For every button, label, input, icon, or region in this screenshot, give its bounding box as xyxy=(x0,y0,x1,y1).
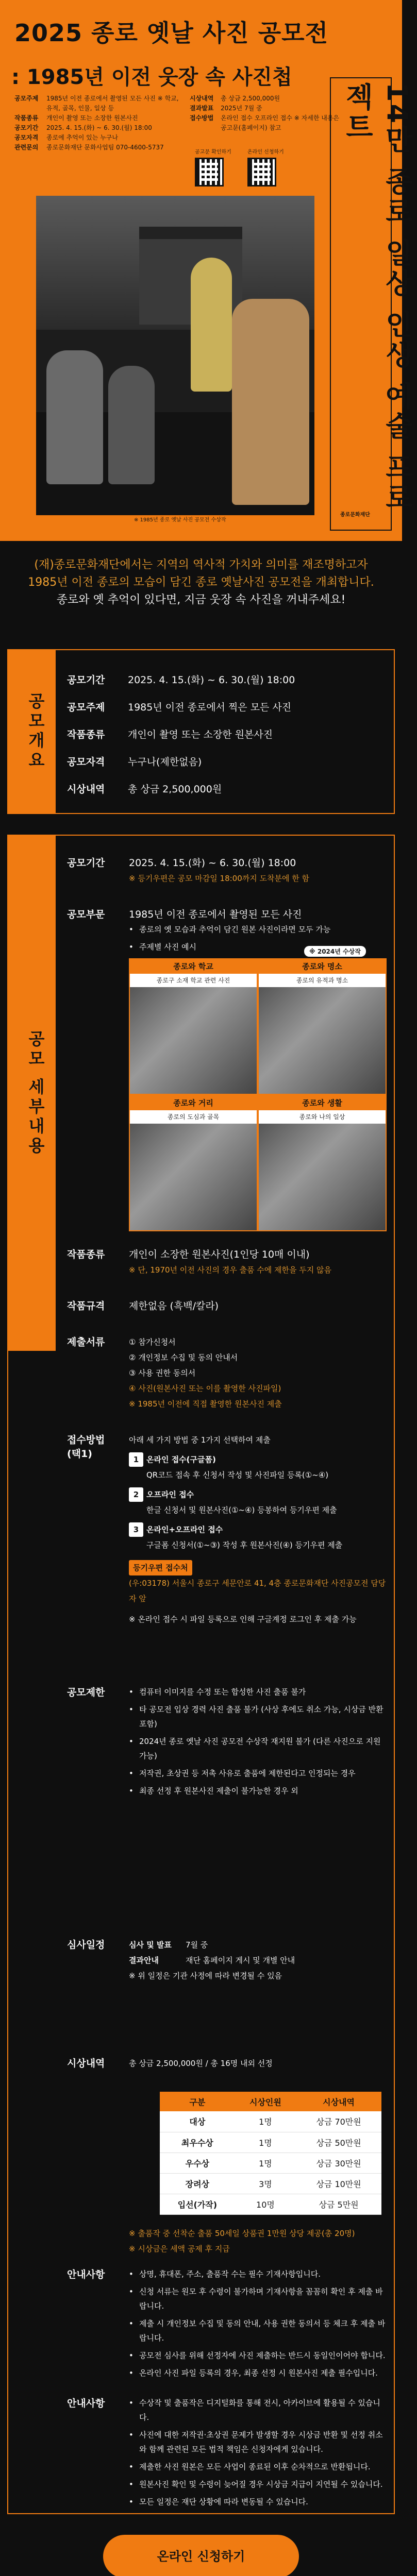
intro-text xyxy=(0,556,402,609)
hero-info-value: 총 상금 2,500,000원 xyxy=(221,95,280,102)
list-item: • 사진에 대한 저작권·초상권 문제가 발생할 경우 시상금 반환 및 선정 취소와 함께 관련된 모든 법적 책임은 신청자에게 있습니다. xyxy=(129,2428,387,2456)
hero-photo-collage xyxy=(36,196,314,515)
list-item: • 2024년 종로 옛날 사진 공모전 수상작 재지원 불가 (다른 사진으로 지원 가능) xyxy=(129,1734,387,1763)
list-item: • 수상작 및 출품작은 디지털화를 통해 전시, 아카이브에 활용될 수 있습니다. xyxy=(129,2396,387,2425)
example-cell: 종로와 학교 종로구 소재 학교 관련 사진 xyxy=(129,958,258,1095)
hero-info-value: 2025년 7월 중 xyxy=(221,105,262,112)
list-item: • 최종 선정 후 원본사진 제출이 불가능한 경우 외 xyxy=(129,1784,387,1798)
table-header: 시상내역 xyxy=(296,2092,381,2111)
list-item: • 주제별 사진 예시 xyxy=(129,940,387,954)
hero-title: 2025 종로 옛날 사진 공모전 xyxy=(14,19,329,47)
table-row: 대상 1명 상금 70만원 xyxy=(160,2111,381,2132)
list-item: ④ 사진(원본사진 또는 이를 촬영한 사진파일) xyxy=(129,1384,281,1393)
hero-info-key: 접수방법 xyxy=(190,114,214,122)
hero-info-value: 종로문화재단 문화사업팀 070-4600-5737 xyxy=(46,144,164,151)
table-header: 시상인원 xyxy=(235,2092,296,2111)
qr-apply-label: 온라인 신청하기 xyxy=(247,149,284,155)
overview-row: 공모자격 누구나(제한없음) xyxy=(67,756,202,768)
list-item: • 온라인 사진 파일 등록의 경우, 최종 선정 시 원본사진 제출 필수입니다. xyxy=(129,2366,387,2380)
overview-row: 공모주제 1985년 이전 종로에서 찍은 모든 사진 xyxy=(67,702,292,713)
example-photo-image xyxy=(130,987,257,1094)
intro-line: (재)종로문화재단에서는 지역의 역사적 가치와 의미를 재조명하고자 xyxy=(34,558,368,571)
hero-info-key: 관련문의 xyxy=(14,144,39,151)
list-item: ① 참가신청서 xyxy=(129,1337,176,1347)
hero-info-value: 개인이 촬영 또는 소장한 원본사진 xyxy=(46,114,138,122)
child-figure-image xyxy=(46,350,103,484)
table-row: 입선(가작) 10명 상금 5만원 xyxy=(160,2194,381,2214)
overview-row: 공모기간 2025. 4. 15.(화) ~ 6. 30.(월) 18:00 xyxy=(67,674,295,686)
hero-info-left xyxy=(14,94,185,152)
example-cell: 종로와 거리 종로의 도심과 골목 xyxy=(129,1095,258,1231)
vertical-slogan: 14만 종로 일상 인생 예술 프로젝트 xyxy=(341,82,413,513)
hero-poster xyxy=(0,0,413,541)
woman-figure-image xyxy=(232,299,309,505)
list-item: • 종로의 옛 모습과 추억이 담긴 원본 사진이라면 모두 가능 xyxy=(129,922,387,937)
list-item: • 공모전 심사를 위해 선정자에 사진 제출하는 반드시 동일인이어야 합니다. xyxy=(129,2348,387,2363)
overview-label: 공모개요 xyxy=(8,650,56,813)
list-item: • 제출 시 개인정보 수집 및 동의 안내, 사용 권한 동의서 등 체크 후 제출 바랍니다. xyxy=(129,2316,387,2345)
overview-row: 작품종류 개인이 촬영 또는 소장한 원본사진 xyxy=(67,729,273,740)
list-item: • 모든 일정은 재단 상황에 따라 변동될 수 있습니다. xyxy=(129,2495,387,2509)
details-label: 공모 세부내용 xyxy=(8,836,56,1351)
apply-online-button[interactable]: 온라인 신청하기 xyxy=(103,2535,299,2576)
hero-info-key: 작품종류 xyxy=(14,114,39,122)
people-figure-image xyxy=(191,258,232,392)
list-item: • 저작권, 초상권 등 저촉 사유로 출품에 제한된다고 인정되는 경우 xyxy=(129,1766,387,1781)
hero-info-value: 2025. 4. 15.(화) ~ 6. 30.(월) 18:00 xyxy=(46,124,152,131)
table-row: 장려상 3명 상금 10만원 xyxy=(160,2173,381,2194)
example-photo-image xyxy=(259,1124,386,1230)
list-item: ③ 사용 권한 동의서 xyxy=(129,1368,196,1378)
hero-subtitle: : 1985년 이전 웃장 속 사진첩 xyxy=(11,65,292,89)
intro-line: 1985년 이전 종로의 모습이 담긴 종로 옛날사진 공모전을 개최합니다. xyxy=(28,576,374,589)
prize-table xyxy=(160,2092,381,2215)
overview-row: 시상내역 총 상금 2,500,000원 xyxy=(67,784,222,795)
list-item: • 타 공모전 입상 경력 사진 출품 불가 (사상 후에도 취소 가능, 시상금 반환 포함) xyxy=(129,1702,387,1731)
table-row: 최우수상 1명 상금 50만원 xyxy=(160,2132,381,2153)
list-item: • 원본사진 확인 및 수령이 늦어질 경우 시상금 지급이 지연될 수 있습니다. xyxy=(129,2477,387,2492)
qr-code-icon[interactable] xyxy=(195,158,224,187)
hero-info-right xyxy=(190,94,344,133)
hero-info-key: 시상내역 xyxy=(190,95,214,102)
table-row: 우수상 1명 상금 30만원 xyxy=(160,2153,381,2173)
intro-line: 종로와 옛 추억이 있다면, 지금 웃장 속 사진을 꺼내주세요! xyxy=(56,594,346,606)
child-figure-image xyxy=(108,366,155,484)
foundation-logo: 종로문화재단 xyxy=(340,512,370,518)
example-cell: 종로와 생활 종로와 나의 일상 xyxy=(258,1095,387,1231)
page: 2025 종로 옛날 사진 공모전 : 1985년 이전 웃장 속 사진첩 공모주제 1985년 이전 종로에서 촬영된 모든 사진 ※ 학교, 유적, 골목, 인물, 일상 등 작품종류 개인이 촬영 또는 소장한 원본사진 공모기간 2025. 4. 15.(화) ~ 6. 30.(월) 18:00 공모자격 종로에 추억이 있는 누구나 관련문의 종로문화재단 문화사업팀 070-4600-5737 시상내역 총 상금 2,500,000원 결과발표 2025년 7월 중 접수방법 온라인 접수 오프라인 접수 ※ 자세한 내용은 공고문(홈페이지) 참고 공고문 확인하기 온라인 신청하기 ※ 1985년 종로 옛날 사진 공모전 수상작 14만 종로 일상 인생 예술 프로젝트 종로문화재단 (재)종로문화재단에서는 지역의 역사적 가치와 의미를 재조명하고자 1985년 이전 종로의 모습이 담긴 종로 옛날사진 공모전을 개최합니다. 종로와 옛 추억이 있다면, 지금 웃장 속 사진을 꺼내주세요! 공모개요 공모기간 2025. 4. 15.(화) ~ 6. 30.(월) 18:00 공모주제 1985년 이전 종로에서 찍은 모든 사진 작품종류 개인이 촬영 또는 소장한 원본사진 공모자격 누구나(제한없음) 시상내역 총 상금 2,500,000원 공모 세부내용 공모기간 2025. 4. 15.(화) ~ 6. 30.(월) 18:00 ※ 등기우편은 공모 마감일 18:00까지 도착분에 한 함 공모부문 1985년 이전 종로에서 촬영된 모든 사진 • 종로의 옛 모습과 추억이 담긴 원본 사진이라면 모두 가능 • 주제별 사진 예시 ※ 2024년 수상작 종로와 학교 종로구 소재 학교 관련 사진 종로와 명소 종로의 유적과 명소 종로와 거리 종로의 도심과 골목 종로와 생활 종로와 나의 일상 작품종류 개인이 소장한 원본사진(1인당 10매 이내) ※ 단, 1970년 이전 사진의 경우 출품 수에 제한을 두지 않음 작품규격 제한없음 (흑백/칼라) 제출서류 ① 참가신청서 ② 개인정보 수집 및 동의 안내서 ③ 사용 권한 동의서 ④ 사진(원본사진 또는 이를 촬영한 사진파일) ※ 1985년 이전에 직접 촬영한 원본사진 제출 접수방법 (택1) 아래 세 가지 방법 중 1가지 선택하여 제출 1 온라인 접수(구글폼) QR코드 접속 후 신청서 작성 및 사진파일 등록(①~④) 2 오프라인 접수 한글 신청서 및 원본사진(①~④) 등봉하여 등기우편 제출 3 온라인+오프라인 접수 구글폼 신청서(①~③) 작성 후 원본사진(④) 등기우편 제출 등기우편 접수처 (우:03178) 서울시 종로구 세문안로 41, 4층 종로문화재단 사진공모전 담당자 앞 ※ 온라인 접수 시 파일 등록으로 인해 구글계정 로그인 후 제출 가능 공모제한 • 컴퓨터 이미지를 수정 또는 합성한 사진 출품 불가 • 타 공모전 입상 경력 사진 출품 불가 (사상 후에도 취소 가능, 시상금 반환 포함) • 2024년 종로 옛날 사진 공모전 수상작 재지원 불가 (다른 사진으로 지원 가능) • 저작권, 초상권 등 저촉 사유로 출품에 제한된다고 인정되는 경우 • 최종 선정 후 원본사진 제출이 불가능한 경우 외 심사일정 심사 및 발표 7월 중 결과안내 재단 홈페이지 게시 및 개별 안내 ※ 위 일정은 기관 사정에 따라 변경될 수 있음 시상내역 총 상금 2,500,000원 / 총 16명 내외 선정 구분 시상인원 시상내역 대상 1명 상금 70만원 최우수상 1명 상금 50만원 우수상 1명 상금 30만원 장려상 3명 상금 10만원 입선(가작) 10명 상금 5만원 ※ 출품작 중 선착순 출품 50세일 상품권 1만원 상당 제공(총 20명) ※ 시상금은 세액 공제 후 지급 안내사항 • 상명, 휴대폰, 주소, 출품작 수는 필수 기재사항입니다. • 신청 서류는 원모 후 수령이 불가하며 기재사항을 꼼꼼히 확인 후 제출 바랍니다. • 제출 시 개인정보 수집 및 동의 안내, 사용 권한 동의서 등 체크 후 제출 바랍니다. • 공모전 심사를 위해 선정자에 사진 제출하는 반드시 동일인이어야 합니다. • 온라인 사진 파일 등록의 경우, 최종 선정 시 원본사진 제출 필수입니다. 안내사항 • 수상작 및 출품작은 디지털화를 통해 전시, 아카이브에 활용될 수 있습니다. • 사진에 대한 저작권·초상권 문제가 발생할 경우 시상금 반환 및 선정 취소와 함께 관련된 모든 법적 책임은 신청자에게 있습니다. • 제출한 사진 원본은 모든 사업이 종료된 이후 순차적으로 반환됩니다. • 원본사진 확인 및 수령이 늦어질 경우 시상금 지급이 지연될 수 있습니다. • 모든 일정은 재단 상황에 따라 변동될 수 있습니다. 온라인 신청하기 xyxy=(0,0,402,2576)
qr-notice-label: 공고문 확인하기 xyxy=(195,149,231,155)
example-photo-image xyxy=(259,987,386,1094)
hero-info-value: 종로에 추억이 있는 누구나 xyxy=(46,134,118,141)
hero-info-key: 결과발표 xyxy=(190,105,214,112)
table-header: 구분 xyxy=(160,2092,235,2111)
qr-code-icon[interactable] xyxy=(247,158,276,187)
qr-notice[interactable] xyxy=(195,149,236,187)
qr-apply[interactable] xyxy=(247,149,289,187)
list-item: • 제출한 사진 원본은 모든 사업이 종료된 이후 순차적으로 반환됩니다. xyxy=(129,2460,387,2474)
list-item: • 신청 서류는 원모 후 수령이 불가하며 기재사항을 꼼꼼히 확인 후 제출 바랍니다. xyxy=(129,2284,387,2313)
photo-caption: ※ 1985년 종로 옛날 사진 공모전 수상작 xyxy=(134,517,226,523)
example-photo-grid xyxy=(129,958,387,1231)
hero-info-key: 공모주제 xyxy=(14,95,39,102)
list-item: • 컴퓨터 이미지를 수정 또는 합성한 사진 출품 불가 xyxy=(129,1685,387,1699)
list-item: ② 개인정보 수집 및 동의 안내서 xyxy=(129,1353,238,1362)
example-cell: 종로와 명소 종로의 유적과 명소 xyxy=(258,958,387,1095)
award-badge: ※ 2024년 수상작 xyxy=(304,946,366,957)
hero-info-key: 공모기간 xyxy=(14,124,39,131)
hero-info-value: 1985년 이전 종로에서 촬영된 모든 사진 ※ 학교, 유적, 골목, 인물, 일상 등 xyxy=(46,95,179,112)
list-item: • 상명, 휴대폰, 주소, 출품작 수는 필수 기재사항입니다. xyxy=(129,2267,387,2281)
hero-info-value: 온라인 접수 오프라인 접수 ※ 자세한 내용은 공고문(홈페이지) 참고 xyxy=(221,114,340,131)
example-photo-image xyxy=(130,1124,257,1230)
hero-info-key: 공모자격 xyxy=(14,134,39,141)
